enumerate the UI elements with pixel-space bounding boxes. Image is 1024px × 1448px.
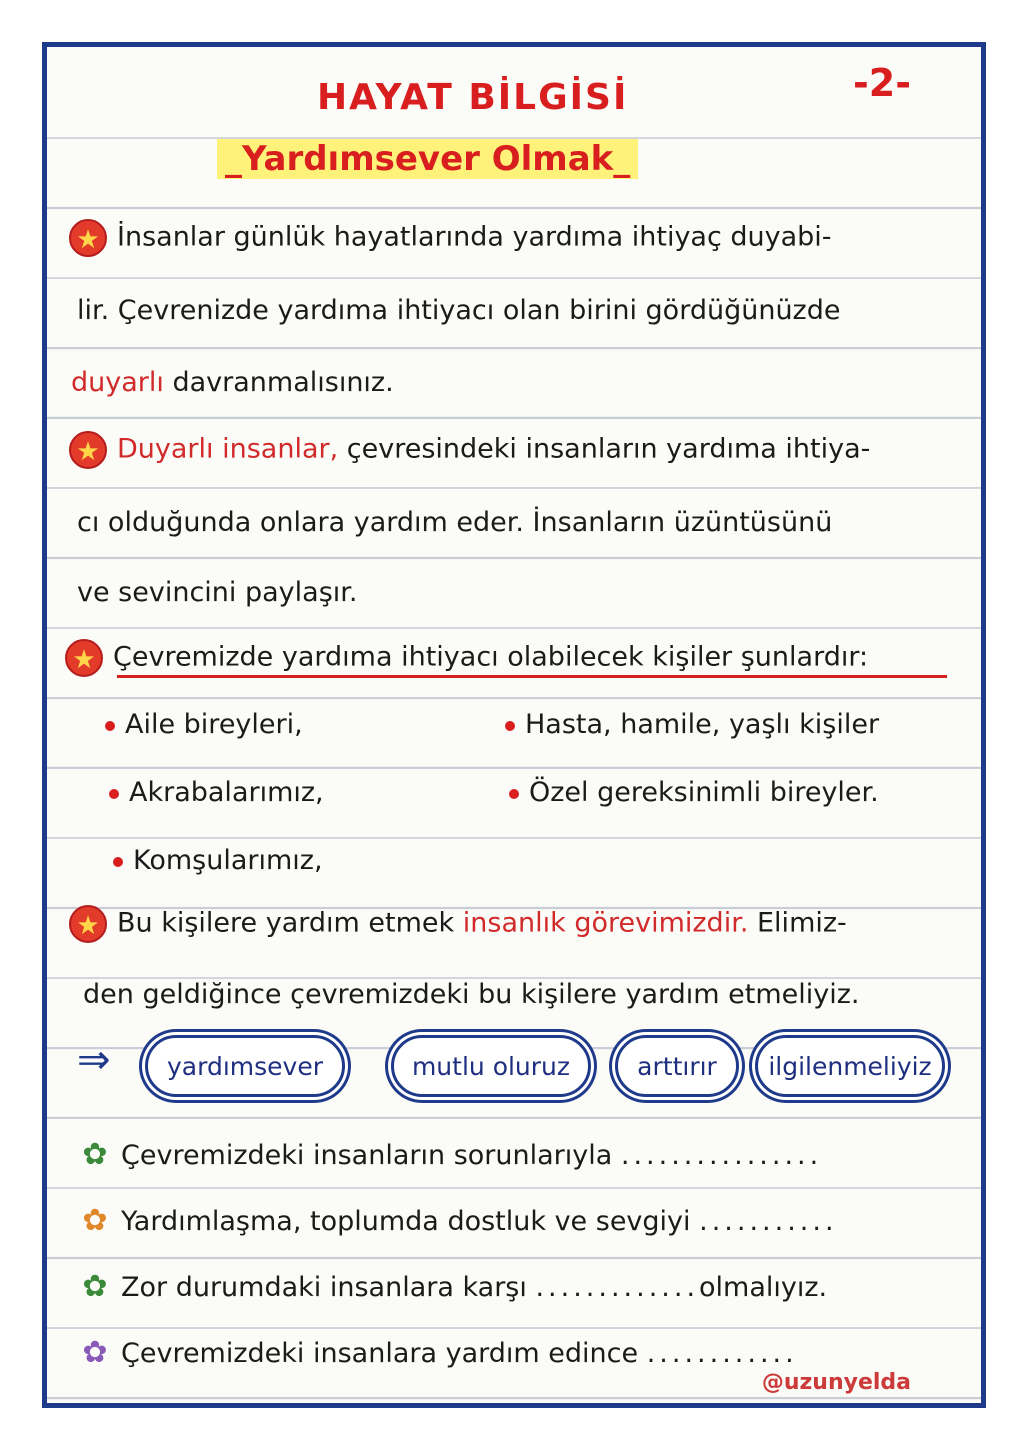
page-number: -2- [853,61,911,105]
p2-line1-rest: çevresindeki insanların yardıma ihtiya- [346,433,871,465]
p2-line1-red: Duyarlı insanlar, [117,433,339,465]
notebook-page [42,42,986,1408]
paragraph1-line2: lir. Çevrenizde yardıma ihtiyacı olan birini gördüğünüzde [77,295,841,326]
list-heading [65,639,868,677]
star-icon: ★ [65,639,103,677]
exercise-blank: ........... [699,1206,838,1237]
list-item-text: Akrabalarımız, [129,777,324,808]
exercise-blank: ............. [535,1272,700,1303]
exercise-text: Zor durumdaki insanlara karşı [121,1272,527,1303]
flower-icon: ✿ [82,1137,108,1172]
flower-icon: ✿ [82,1335,108,1370]
word-cloud-ilgilenmeliyiz: ilgilenmeliyiz [755,1035,945,1097]
p1-line3-red: duyarlı [71,367,164,398]
word-cloud-mutlu-oluruz: mutlu oluruz [391,1035,591,1097]
star-icon: ★ [69,219,107,257]
bullet-icon [509,789,519,799]
word-cloud-yardimsever: yardımsever [145,1035,345,1097]
paragraph2-line2: cı olduğunda onlara yardım eder. İnsanların üzüntüsünü [77,507,833,538]
bullet-icon [105,721,115,731]
arrow-icon: ⇒ [77,1037,111,1083]
page-title: HAYAT BİLGİSİ [317,77,629,118]
paragraph3-line1 [69,905,847,943]
list-item [509,777,879,808]
list-item [505,709,879,740]
paragraph1-line3 [71,367,394,398]
exercise-item [77,1335,798,1370]
list-item [113,845,323,876]
star-icon: ★ [69,905,107,943]
exercise-item [77,1203,838,1238]
exercise-blank: ................ [620,1140,823,1171]
p3-line1-red: insanlık görevimizdir. [462,907,749,939]
p1-line1-text: İnsanlar günlük hayatlarında yardıma ihtiyaç duyabi- [117,221,832,253]
word-cloud-arttirir: arttırır [615,1035,739,1097]
p3-line1-start: Bu kişilere yardım etmek [117,907,455,939]
watermark: @uzunyelda [761,1370,911,1395]
paragraph1-line1 [69,219,832,257]
list-item [105,709,303,740]
bullet-icon [113,857,123,867]
bullet-icon [109,789,119,799]
p1-line3-rest: davranmalısınız. [172,367,394,398]
star-icon: ★ [69,431,107,469]
list-item [109,777,324,808]
bullet-icon [505,721,515,731]
list-heading-text: Çevremizde yardıma ihtiyacı olabilecek kişiler şunlardır: [113,641,869,673]
list-item-text: Komşularımız, [133,845,323,876]
red-underline [117,675,947,678]
paragraph2-line1 [69,431,870,469]
subtitle-text: _Yardımsever Olmak_ [217,139,638,179]
exercise-end: olmalıyız. [699,1272,828,1303]
exercise-blank: ............ [646,1338,798,1369]
page-subtitle [217,139,638,179]
list-item-text: Hasta, hamile, yaşlı kişiler [525,709,880,740]
exercise-text: Çevremizdeki insanların sorunlarıyla [121,1140,613,1171]
flower-icon: ✿ [82,1203,108,1238]
flower-icon: ✿ [82,1269,108,1304]
exercise-item [77,1269,827,1304]
p3-line1-end: Elimiz- [757,907,847,939]
paragraph2-line3: ve sevincini paylaşır. [77,577,358,608]
list-item-text: Aile bireyleri, [125,709,303,740]
paragraph3-line2: den geldiğince çevremizdeki bu kişilere yardım etmeliyiz. [83,979,860,1010]
list-item-text: Özel gereksinimli bireyler. [529,777,879,808]
exercise-text: Çevremizdeki insanlara yardım edince [121,1338,639,1369]
exercise-text: Yardımlaşma, toplumda dostluk ve sevgiyi [121,1206,691,1237]
exercise-item [77,1137,822,1172]
